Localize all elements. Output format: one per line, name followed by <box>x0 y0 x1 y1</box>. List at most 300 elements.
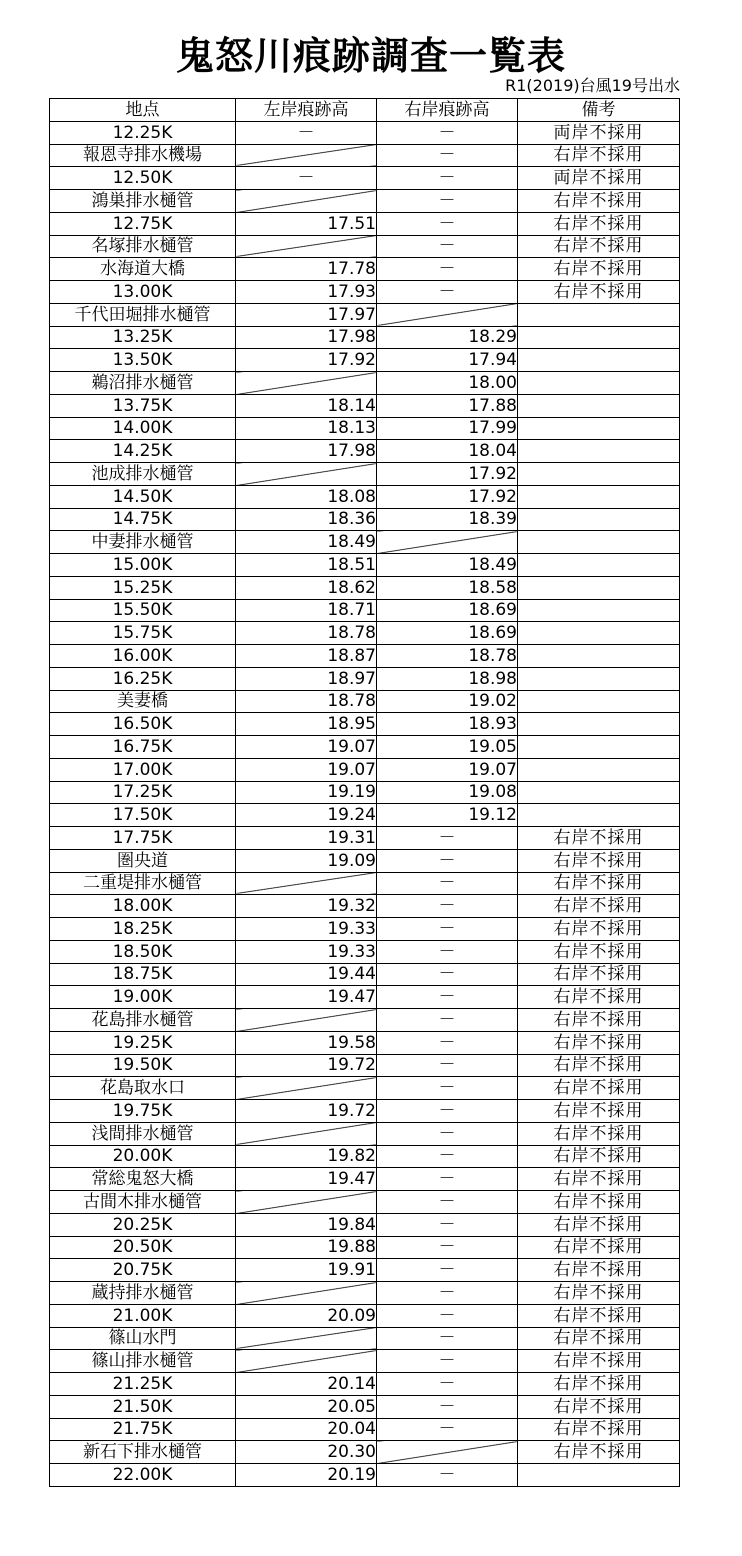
table-row <box>50 144 680 167</box>
table-row <box>50 781 680 804</box>
table-row <box>50 1282 680 1305</box>
table-row <box>50 463 680 486</box>
cell-left-bank-not-applicable <box>236 372 377 395</box>
cell-location: 18.25K <box>50 918 236 941</box>
cell-remarks <box>518 440 680 463</box>
cell-location: 14.75K <box>50 508 236 531</box>
cell-location: 15.00K <box>50 554 236 577</box>
table-row <box>50 190 680 213</box>
table-row <box>50 690 680 713</box>
cell-left-bank-height: 19.84 <box>236 1213 377 1236</box>
cell-left-bank-height: 18.14 <box>236 394 377 417</box>
cell-left-bank-height: 19.32 <box>236 895 377 918</box>
cell-left-bank-not-applicable <box>236 872 377 895</box>
cell-right-bank-height: － <box>377 1259 518 1282</box>
cell-left-bank-height: 19.24 <box>236 804 377 827</box>
cell-right-bank-height: － <box>377 258 518 281</box>
cell-right-bank-height: 19.12 <box>377 804 518 827</box>
cell-right-bank-height: － <box>377 1213 518 1236</box>
table-row <box>50 349 680 372</box>
cell-location: 浅間排水樋管 <box>50 1122 236 1145</box>
cell-location: 15.75K <box>50 622 236 645</box>
cell-right-bank-height: － <box>377 940 518 963</box>
table-row <box>50 736 680 759</box>
cell-left-bank-not-applicable <box>236 463 377 486</box>
table-row <box>50 849 680 872</box>
cell-location: 20.00K <box>50 1145 236 1168</box>
cell-left-bank-height: 17.78 <box>236 258 377 281</box>
cell-left-bank-height: － <box>236 167 377 190</box>
cell-remarks <box>518 1464 680 1487</box>
cell-right-bank-height: － <box>377 872 518 895</box>
table-row <box>50 281 680 304</box>
cell-location: 圏央道 <box>50 849 236 872</box>
cell-right-bank-height: 18.98 <box>377 667 518 690</box>
cell-left-bank-height: 18.97 <box>236 667 377 690</box>
cell-right-bank-height: 17.94 <box>377 349 518 372</box>
cell-location: 常総鬼怒大橋 <box>50 1168 236 1191</box>
cell-remarks: 右岸不採用 <box>518 1054 680 1077</box>
cell-location: 篠山水門 <box>50 1327 236 1350</box>
cell-left-bank-height: 19.88 <box>236 1236 377 1259</box>
header-location: 地点 <box>50 99 236 122</box>
cell-location: 16.00K <box>50 645 236 668</box>
table-row <box>50 212 680 235</box>
cell-left-bank-not-applicable <box>236 1282 377 1305</box>
table-row <box>50 554 680 577</box>
cell-location: 14.50K <box>50 485 236 508</box>
cell-remarks <box>518 485 680 508</box>
cell-location: 花島取水口 <box>50 1077 236 1100</box>
cell-remarks <box>518 713 680 736</box>
cell-left-bank-height: 19.72 <box>236 1054 377 1077</box>
cell-remarks: 右岸不採用 <box>518 1191 680 1214</box>
table-header <box>50 99 680 122</box>
cell-remarks: 右岸不採用 <box>518 1145 680 1168</box>
cell-location: 21.75K <box>50 1418 236 1441</box>
cell-remarks <box>518 622 680 645</box>
cell-right-bank-height: 19.08 <box>377 781 518 804</box>
cell-remarks <box>518 508 680 531</box>
cell-left-bank-height: 19.19 <box>236 781 377 804</box>
table-row <box>50 1259 680 1282</box>
cell-left-bank-not-applicable <box>236 144 377 167</box>
cell-left-bank-height: 19.47 <box>236 986 377 1009</box>
cell-left-bank-not-applicable <box>236 235 377 258</box>
cell-remarks: 右岸不採用 <box>518 1373 680 1396</box>
table-row <box>50 872 680 895</box>
cell-right-bank-height: － <box>377 1077 518 1100</box>
cell-remarks <box>518 554 680 577</box>
cell-location: 千代田堀排水樋管 <box>50 303 236 326</box>
cell-location: 鵜沼排水樋管 <box>50 372 236 395</box>
table-row <box>50 804 680 827</box>
cell-location: 古間木排水樋管 <box>50 1191 236 1214</box>
cell-right-bank-height: 17.99 <box>377 417 518 440</box>
cell-location: 13.50K <box>50 349 236 372</box>
table-row <box>50 986 680 1009</box>
cell-location: 水海道大橋 <box>50 258 236 281</box>
cell-right-bank-height: － <box>377 235 518 258</box>
cell-right-bank-height: － <box>377 1145 518 1168</box>
cell-right-bank-height: 17.88 <box>377 394 518 417</box>
cell-left-bank-height: 19.58 <box>236 1031 377 1054</box>
cell-remarks: 右岸不採用 <box>518 872 680 895</box>
cell-left-bank-height: 20.04 <box>236 1418 377 1441</box>
cell-left-bank-height: 19.91 <box>236 1259 377 1282</box>
cell-left-bank-height: 19.07 <box>236 736 377 759</box>
cell-location: 19.75K <box>50 1100 236 1123</box>
cell-remarks: 両岸不採用 <box>518 121 680 144</box>
table-row <box>50 1122 680 1145</box>
cell-right-bank-height: － <box>377 986 518 1009</box>
cell-left-bank-height: 19.72 <box>236 1100 377 1123</box>
cell-remarks: 右岸不採用 <box>518 1168 680 1191</box>
cell-remarks: 右岸不採用 <box>518 1327 680 1350</box>
cell-right-bank-height: 18.78 <box>377 645 518 668</box>
table-row <box>50 645 680 668</box>
table-row <box>50 1418 680 1441</box>
cell-location: 15.25K <box>50 576 236 599</box>
cell-right-bank-height: － <box>377 895 518 918</box>
table-row <box>50 372 680 395</box>
cell-left-bank-height: 18.51 <box>236 554 377 577</box>
cell-right-bank-height: － <box>377 1304 518 1327</box>
cell-location: 20.50K <box>50 1236 236 1259</box>
cell-remarks <box>518 758 680 781</box>
cell-location: 12.75K <box>50 212 236 235</box>
cell-location: 13.25K <box>50 326 236 349</box>
cell-location: 13.00K <box>50 281 236 304</box>
table-body <box>50 121 680 1486</box>
cell-right-bank-height: － <box>377 1350 518 1373</box>
cell-right-bank-height: － <box>377 918 518 941</box>
cell-location: 19.00K <box>50 986 236 1009</box>
cell-left-bank-height: 19.07 <box>236 758 377 781</box>
cell-location: 18.50K <box>50 940 236 963</box>
table-row <box>50 1077 680 1100</box>
cell-remarks <box>518 599 680 622</box>
cell-right-bank-height: － <box>377 190 518 213</box>
cell-remarks: 右岸不採用 <box>518 1236 680 1259</box>
cell-remarks: 右岸不採用 <box>518 1122 680 1145</box>
cell-remarks <box>518 690 680 713</box>
cell-remarks <box>518 804 680 827</box>
table-row <box>50 508 680 531</box>
cell-location: 鴻巣排水樋管 <box>50 190 236 213</box>
cell-location: 蔵持排水樋管 <box>50 1282 236 1305</box>
cell-remarks: 右岸不採用 <box>518 1009 680 1032</box>
cell-remarks: 右岸不採用 <box>518 1441 680 1464</box>
cell-left-bank-height: 19.31 <box>236 827 377 850</box>
cell-location: 新石下排水樋管 <box>50 1441 236 1464</box>
cell-location: 池成排水樋管 <box>50 463 236 486</box>
cell-location: 12.25K <box>50 121 236 144</box>
cell-location: 16.25K <box>50 667 236 690</box>
cell-left-bank-height: 20.05 <box>236 1395 377 1418</box>
table-row <box>50 713 680 736</box>
cell-location: 17.00K <box>50 758 236 781</box>
table-row <box>50 940 680 963</box>
cell-left-bank-height: 17.92 <box>236 349 377 372</box>
cell-location: 17.25K <box>50 781 236 804</box>
cell-left-bank-height: 18.78 <box>236 690 377 713</box>
cell-location: 名塚排水樋管 <box>50 235 236 258</box>
cell-right-bank-height: － <box>377 1373 518 1396</box>
table-row <box>50 1373 680 1396</box>
cell-right-bank-height: － <box>377 212 518 235</box>
cell-location: 16.75K <box>50 736 236 759</box>
cell-left-bank-height: 17.93 <box>236 281 377 304</box>
table-row <box>50 326 680 349</box>
table-row <box>50 167 680 190</box>
cell-left-bank-height: 19.33 <box>236 940 377 963</box>
cell-right-bank-height: － <box>377 827 518 850</box>
cell-left-bank-height: 18.49 <box>236 531 377 554</box>
cell-right-bank-height: － <box>377 1168 518 1191</box>
cell-remarks: 右岸不採用 <box>518 1100 680 1123</box>
cell-remarks: 右岸不採用 <box>518 1395 680 1418</box>
table-row <box>50 1191 680 1214</box>
header-remarks: 備考 <box>518 99 680 122</box>
cell-right-bank-not-applicable <box>377 1441 518 1464</box>
cell-right-bank-height: － <box>377 281 518 304</box>
cell-remarks: 右岸不採用 <box>518 1282 680 1305</box>
table-row <box>50 303 680 326</box>
cell-right-bank-height: 19.02 <box>377 690 518 713</box>
cell-right-bank-height: － <box>377 1191 518 1214</box>
table-row <box>50 758 680 781</box>
table-row <box>50 599 680 622</box>
cell-left-bank-height: 20.14 <box>236 1373 377 1396</box>
cell-remarks <box>518 781 680 804</box>
cell-right-bank-height: － <box>377 1031 518 1054</box>
cell-location: 13.75K <box>50 394 236 417</box>
cell-left-bank-height: 19.09 <box>236 849 377 872</box>
cell-remarks <box>518 349 680 372</box>
cell-left-bank-height: 19.33 <box>236 918 377 941</box>
cell-remarks: 右岸不採用 <box>518 1031 680 1054</box>
table-row <box>50 1145 680 1168</box>
table-row <box>50 1464 680 1487</box>
cell-location: 16.50K <box>50 713 236 736</box>
cell-location: 二重堤排水樋管 <box>50 872 236 895</box>
cell-left-bank-height: 19.44 <box>236 963 377 986</box>
table-row <box>50 1168 680 1191</box>
cell-left-bank-not-applicable <box>236 1122 377 1145</box>
table-row <box>50 1213 680 1236</box>
cell-right-bank-height: 18.93 <box>377 713 518 736</box>
cell-right-bank-height: － <box>377 963 518 986</box>
cell-remarks <box>518 394 680 417</box>
cell-location: 14.00K <box>50 417 236 440</box>
cell-location: 17.50K <box>50 804 236 827</box>
cell-location: 美妻橋 <box>50 690 236 713</box>
cell-remarks: 右岸不採用 <box>518 827 680 850</box>
cell-remarks: 右岸不採用 <box>518 1304 680 1327</box>
cell-right-bank-height: － <box>377 849 518 872</box>
cell-left-bank-height: 18.62 <box>236 576 377 599</box>
cell-right-bank-height: 19.07 <box>377 758 518 781</box>
table-row <box>50 576 680 599</box>
cell-right-bank-height: 18.69 <box>377 599 518 622</box>
cell-remarks: 右岸不採用 <box>518 190 680 213</box>
cell-right-bank-height: － <box>377 1395 518 1418</box>
cell-left-bank-height: 17.98 <box>236 326 377 349</box>
cell-location: 18.75K <box>50 963 236 986</box>
cell-left-bank-not-applicable <box>236 1191 377 1214</box>
table-row <box>50 895 680 918</box>
cell-remarks <box>518 576 680 599</box>
cell-remarks: 右岸不採用 <box>518 1350 680 1373</box>
cell-right-bank-height: 17.92 <box>377 463 518 486</box>
cell-left-bank-not-applicable <box>236 1009 377 1032</box>
cell-left-bank-height: 18.71 <box>236 599 377 622</box>
cell-remarks: 右岸不採用 <box>518 1418 680 1441</box>
table-row <box>50 121 680 144</box>
cell-right-bank-height: － <box>377 1464 518 1487</box>
page-subtitle: R1(2019)台風19号出水 <box>505 76 680 95</box>
table-row <box>50 1009 680 1032</box>
cell-remarks: 右岸不採用 <box>518 1259 680 1282</box>
table-row <box>50 1100 680 1123</box>
table-row <box>50 1236 680 1259</box>
cell-remarks <box>518 463 680 486</box>
table-row <box>50 1031 680 1054</box>
cell-left-bank-height: 18.78 <box>236 622 377 645</box>
cell-left-bank-height: 17.51 <box>236 212 377 235</box>
table-row <box>50 667 680 690</box>
cell-location: 12.50K <box>50 167 236 190</box>
cell-location: 21.50K <box>50 1395 236 1418</box>
cell-remarks: 右岸不採用 <box>518 258 680 281</box>
header-right-bank: 右岸痕跡高 <box>377 99 518 122</box>
header-row <box>50 99 680 122</box>
cell-location: 21.25K <box>50 1373 236 1396</box>
cell-remarks <box>518 372 680 395</box>
cell-remarks <box>518 417 680 440</box>
cell-right-bank-height: 19.05 <box>377 736 518 759</box>
cell-remarks: 両岸不採用 <box>518 167 680 190</box>
cell-right-bank-height: 18.39 <box>377 508 518 531</box>
cell-right-bank-height: 18.00 <box>377 372 518 395</box>
cell-left-bank-height: 20.09 <box>236 1304 377 1327</box>
cell-location: 18.00K <box>50 895 236 918</box>
table-row <box>50 963 680 986</box>
table-row <box>50 531 680 554</box>
cell-location: 篠山排水樋管 <box>50 1350 236 1373</box>
table-row <box>50 1327 680 1350</box>
table-row <box>50 1441 680 1464</box>
cell-left-bank-height: 18.95 <box>236 713 377 736</box>
cell-location: 花島排水樋管 <box>50 1009 236 1032</box>
cell-right-bank-height: － <box>377 1418 518 1441</box>
table-row <box>50 1395 680 1418</box>
cell-location: 20.25K <box>50 1213 236 1236</box>
cell-remarks: 右岸不採用 <box>518 212 680 235</box>
cell-remarks <box>518 667 680 690</box>
cell-location: 中妻排水樋管 <box>50 531 236 554</box>
cell-left-bank-height: 18.36 <box>236 508 377 531</box>
cell-left-bank-height: － <box>236 121 377 144</box>
cell-left-bank-not-applicable <box>236 1327 377 1350</box>
cell-right-bank-height: 17.92 <box>377 485 518 508</box>
cell-remarks <box>518 645 680 668</box>
cell-remarks: 右岸不採用 <box>518 849 680 872</box>
cell-right-bank-height: 18.04 <box>377 440 518 463</box>
cell-right-bank-height: － <box>377 1327 518 1350</box>
cell-right-bank-height: － <box>377 121 518 144</box>
cell-left-bank-height: 19.47 <box>236 1168 377 1191</box>
cell-remarks: 右岸不採用 <box>518 940 680 963</box>
table-row <box>50 918 680 941</box>
cell-remarks: 右岸不採用 <box>518 281 680 304</box>
cell-remarks: 右岸不採用 <box>518 235 680 258</box>
table-row <box>50 1304 680 1327</box>
cell-right-bank-height: 18.29 <box>377 326 518 349</box>
table-row <box>50 485 680 508</box>
cell-location: 17.75K <box>50 827 236 850</box>
table-row <box>50 1054 680 1077</box>
table-row <box>50 440 680 463</box>
cell-remarks <box>518 736 680 759</box>
page-title: 鬼怒川痕跡調査一覧表 <box>175 34 566 78</box>
cell-right-bank-not-applicable <box>377 303 518 326</box>
table-row <box>50 394 680 417</box>
cell-left-bank-height: 20.19 <box>236 1464 377 1487</box>
cell-right-bank-height: － <box>377 1122 518 1145</box>
cell-right-bank-height: － <box>377 1282 518 1305</box>
cell-right-bank-height: － <box>377 1054 518 1077</box>
table-row <box>50 235 680 258</box>
table-row <box>50 622 680 645</box>
cell-right-bank-height: － <box>377 1009 518 1032</box>
cell-location: 報恩寺排水機場 <box>50 144 236 167</box>
cell-remarks <box>518 303 680 326</box>
cell-left-bank-not-applicable <box>236 1077 377 1100</box>
cell-remarks: 右岸不採用 <box>518 918 680 941</box>
table-row <box>50 417 680 440</box>
cell-left-bank-height: 18.87 <box>236 645 377 668</box>
table-row <box>50 258 680 281</box>
cell-remarks: 右岸不採用 <box>518 963 680 986</box>
cell-right-bank-height: － <box>377 1236 518 1259</box>
cell-left-bank-not-applicable <box>236 190 377 213</box>
cell-left-bank-height: 17.98 <box>236 440 377 463</box>
trace-survey-table <box>49 98 680 1487</box>
cell-location: 14.25K <box>50 440 236 463</box>
cell-remarks: 右岸不採用 <box>518 1077 680 1100</box>
cell-remarks: 右岸不採用 <box>518 144 680 167</box>
cell-location: 15.50K <box>50 599 236 622</box>
cell-right-bank-height: 18.49 <box>377 554 518 577</box>
cell-left-bank-height: 19.82 <box>236 1145 377 1168</box>
cell-remarks <box>518 326 680 349</box>
header-left-bank: 左岸痕跡高 <box>236 99 377 122</box>
cell-right-bank-height: － <box>377 167 518 190</box>
cell-right-bank-height: － <box>377 144 518 167</box>
cell-location: 19.25K <box>50 1031 236 1054</box>
table-row <box>50 827 680 850</box>
cell-right-bank-not-applicable <box>377 531 518 554</box>
cell-location: 22.00K <box>50 1464 236 1487</box>
cell-location: 19.50K <box>50 1054 236 1077</box>
cell-location: 20.75K <box>50 1259 236 1282</box>
cell-remarks: 右岸不採用 <box>518 986 680 1009</box>
cell-right-bank-height: 18.69 <box>377 622 518 645</box>
cell-remarks <box>518 531 680 554</box>
table-row <box>50 1350 680 1373</box>
